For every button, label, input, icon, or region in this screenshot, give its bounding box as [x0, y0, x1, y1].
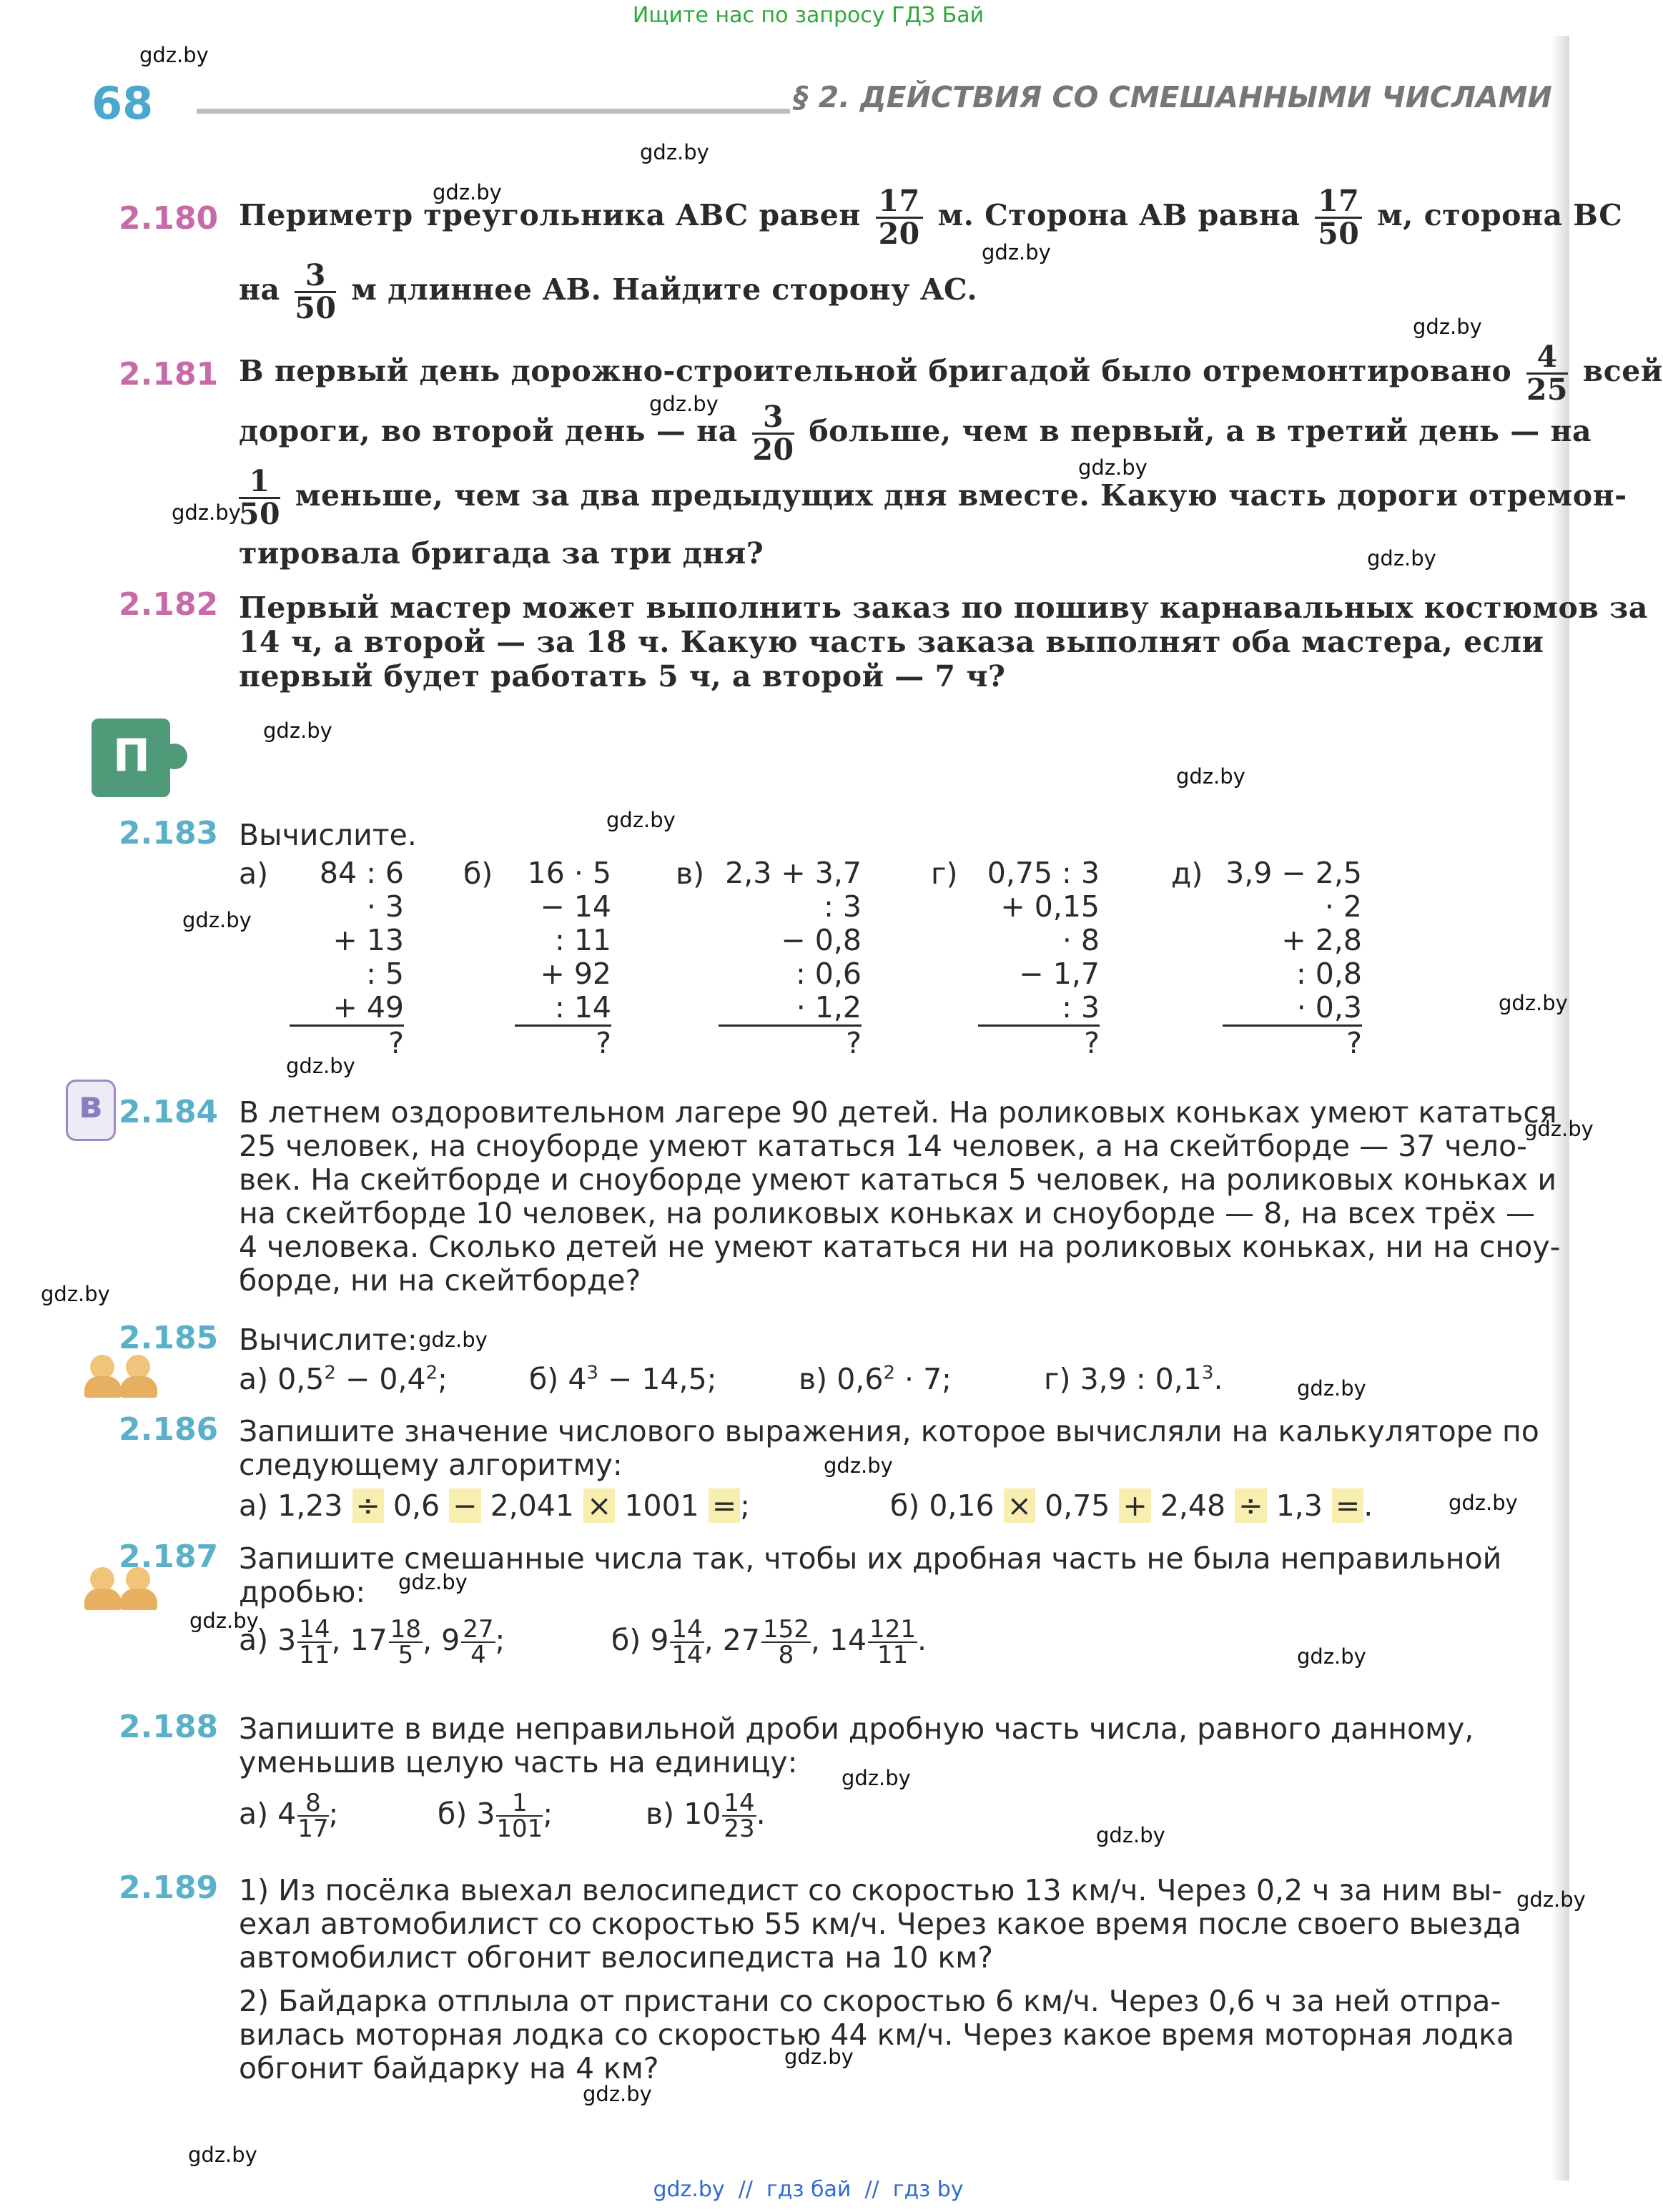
problem-number-2-180: 2.180 — [119, 200, 219, 237]
watermark: gdz.by — [139, 43, 209, 67]
problem-2-181-line-3: $\frac{1}{50}$ меньше, чем за два предыдущих дня вместе. Какую часть дороги отремон- — [239, 464, 1627, 532]
watermark: gdz.by — [286, 1054, 355, 1078]
page-number: 68 — [92, 77, 154, 129]
problem-2-186-item-b: б) 0,16 × 0,75 + 2,48 ÷ 1,3 = . — [890, 1488, 1373, 1523]
watermark: gdz.by — [1449, 1491, 1518, 1515]
tag-p-letter: П — [113, 729, 150, 781]
problem-number-2-183: 2.183 — [119, 815, 219, 851]
watermark: gdz.by — [606, 808, 676, 832]
fraction: $\frac{1}{50}$ — [239, 464, 281, 532]
col-label: в) — [676, 856, 705, 891]
watermark: gdz.by — [640, 140, 709, 164]
computation-column-b: 16 · 5 − 14 : 11 + 92 : 14 ? — [515, 856, 611, 1060]
watermark: gdz.by — [418, 1328, 488, 1352]
problem-2-185-item-g: г) 3,9 : $0,1^3$. — [1044, 1362, 1223, 1396]
watermark: gdz.by — [1297, 1376, 1366, 1401]
problem-2-185-item-v: в) $0,6^2 \cdot 7$; — [799, 1362, 952, 1396]
problem-2-184-line: борде, ни на скейтборде? — [239, 1263, 641, 1298]
problem-2-188-item-b: б) 3 $\frac{1}{101}$ ; — [438, 1789, 553, 1843]
problem-number-2-188: 2.188 — [119, 1709, 219, 1745]
tag-v-letter: в — [79, 1084, 102, 1127]
watermark: gdz.by — [189, 1609, 259, 1633]
problem-2-189-line: обгонит байдарку на 4 км? — [239, 2051, 659, 2085]
problem-2-181-line-1: В первый день дорожно-строительной бригадой было отремонтировано $\frac{4}{25}$ всей — [239, 340, 1663, 408]
problem-2-184-line: В летнем оздоровительном лагере 90 детей. На роликовых коньках умеют кататься — [239, 1095, 1557, 1130]
watermark: gdz.by — [188, 2143, 257, 2167]
problem-2-188-line-2: уменьшив целую часть на единицу: — [239, 1745, 798, 1779]
watermark: gdz.by — [982, 240, 1051, 265]
problem-number-2-189: 2.189 — [119, 1870, 219, 1906]
problem-2-188-item-a: а) 4 $\frac{8}{17}$ ; — [239, 1789, 339, 1843]
header-rule — [197, 109, 790, 114]
problem-2-188-item-v: в) 10 $\frac{14}{23}$ . — [646, 1789, 766, 1843]
watermark: gdz.by — [182, 908, 252, 932]
problem-2-185-item-a: а) $0,5^2 - 0,4^2$; — [239, 1362, 448, 1396]
problem-2-189-line: 2) Байдарка отплыла от пристани со скоростью 6 км/ч. Через 0,6 ч за ней отпра- — [239, 1984, 1501, 2018]
watermark: gdz.by — [1524, 1117, 1594, 1141]
problem-number-2-181: 2.181 — [119, 356, 219, 392]
watermark: gdz.by — [263, 719, 332, 743]
problem-2-189-line: ехал автомобилист со скоростью 55 км/ч. Через какое время после своего выезда — [239, 1907, 1521, 1941]
watermark: gdz.by — [398, 1570, 468, 1594]
problem-2-184-line: 25 человек, на сноуборде умеют кататься 14 человек, а на скейтборде — 37 чело- — [239, 1129, 1527, 1163]
problem-2-183-text: Вычислите. — [239, 818, 417, 852]
pair-work-icon — [84, 1355, 163, 1398]
watermark: gdz.by — [1516, 1887, 1586, 1912]
watermark: gdz.by — [1413, 315, 1482, 339]
col-label: а) — [239, 856, 269, 891]
problem-2-187-line-1: Запишите смешанные числа так, чтобы их дробная часть не была неправильной — [239, 1541, 1502, 1576]
section-title: § 2. ДЕЙСТВИЯ СО СМЕШАННЫМИ ЧИСЛАМИ — [794, 80, 1552, 114]
fraction: $\frac{4}{25}$ — [1526, 340, 1569, 408]
top-banner[interactable]: Ищите нас по запросу ГДЗ Бай — [632, 3, 985, 28]
problem-2-184-line: на скейтборде 10 человек, на роликовых коньках и сноуборде — 8, на всех трёх — — [239, 1196, 1535, 1230]
problem-2-180-line-1: Периметр треугольника ABC равен $\frac{17}{20}$ м. Сторона AB равна $\frac{17}{50}$ м, сторона BC — [239, 184, 1623, 252]
problem-2-182-line-3: первый будет работать 5 ч, а второй — 7 ч? — [239, 659, 1006, 693]
watermark: gdz.by — [1297, 1644, 1366, 1669]
problem-2-189-line: автомобилист обгонит велосипедиста на 10 км? — [239, 1940, 993, 1975]
problem-2-185-text: Вычислите: — [239, 1323, 418, 1357]
problem-2-186-item-a: а) 1,23 ÷ 0,6 − 2,041 × 1001 = ; — [239, 1488, 750, 1523]
watermark: gdz.by — [784, 2045, 854, 2069]
problem-2-182-line-1: Первый мастер может выполнить заказ по пошиву карнавальных костюмов за — [239, 591, 1648, 625]
problem-2-181-line-2: дороги, во второй день — на $\frac{3}{20}$ больше, чем в первый, а в третий день — на — [239, 400, 1592, 468]
watermark: gdz.by — [41, 1282, 110, 1306]
problem-number-2-187: 2.187 — [119, 1539, 219, 1575]
col-label: б) — [463, 856, 493, 891]
watermark: gdz.by — [824, 1453, 893, 1478]
col-label: г) — [931, 856, 958, 891]
watermark: gdz.by — [1367, 546, 1436, 571]
watermark: gdz.by — [649, 392, 719, 416]
watermark: gdz.by — [583, 2082, 652, 2106]
problem-2-186-line-1: Запишите значение числового выражения, которое вычисляли на калькуляторе по — [239, 1414, 1539, 1448]
problem-2-188-line-1: Запишите в виде неправильной дроби дробную часть числа, равного данному, — [239, 1712, 1474, 1746]
problem-2-187-item-b: б) 9 $\frac{14}{14}$ , 27 $\frac{152}{8}$ , 14 $\frac{121}{11}$ . — [611, 1615, 927, 1669]
problem-2-180-line-2: на $\frac{3}{50}$ м длиннее AB. Найдите сторону AC. — [239, 258, 978, 326]
computation-column-v: 2,3 + 3,7 : 3 − 0,8 : 0,6 · 1,2 ? — [719, 856, 862, 1060]
watermark: gdz.by — [433, 180, 502, 204]
computation-column-g: 0,75 : 3 + 0,15 · 8 − 1,7 : 3 ? — [978, 856, 1100, 1060]
tag-p-puzzle-notch — [162, 744, 187, 769]
problem-2-187-item-a: а) 3 $\frac{14}{11}$ , 17 $\frac{18}{5}$ , 9 $\frac{27}{4}$ ; — [239, 1615, 505, 1669]
watermark: gdz.by — [172, 500, 241, 525]
problem-2-181-line-4: тировала бригада за три дня? — [239, 536, 764, 571]
problem-number-2-184: 2.184 — [119, 1094, 219, 1130]
problem-2-182-line-2: 14 ч, а второй — за 18 ч. Какую часть заказа выполнят оба мастера, если — [239, 625, 1544, 659]
corner-grid-bottom — [0, 2030, 150, 2173]
computation-column-d: 3,9 − 2,5 · 2 + 2,8 : 0,8 · 0,3 ? — [1223, 856, 1362, 1060]
problem-2-187-line-2: дробью: — [239, 1575, 366, 1609]
fraction: $\frac{3}{20}$ — [752, 400, 794, 468]
problem-number-2-182: 2.182 — [119, 586, 219, 623]
fraction: $\frac{17}{50}$ — [1315, 186, 1362, 250]
problem-number-2-185: 2.185 — [119, 1320, 219, 1356]
problem-2-184-line: 4 человека. Сколько детей не умеют кататься ни на роликовых коньках, ни на сноу- — [239, 1230, 1561, 1264]
watermark: gdz.by — [1499, 991, 1568, 1015]
problem-2-189-line: 1) Из посёлка выехал велосипедист со скоростью 13 км/ч. Через 0,2 ч за ним вы- — [239, 1873, 1503, 1907]
watermark: gdz.by — [1176, 764, 1245, 789]
problem-number-2-186: 2.186 — [119, 1411, 219, 1448]
watermark: gdz.by — [1096, 1823, 1165, 1847]
problem-2-186-line-2: следующему алгоритму: — [239, 1448, 623, 1482]
watermark: gdz.by — [1078, 455, 1148, 480]
problem-2-185-item-b: б) $4^3 - 14,5$; — [529, 1362, 717, 1396]
footer-links[interactable]: gdz.by // гдз бай // гдз by — [653, 2177, 964, 2202]
problem-2-184-line: век. На скейтборде и сноуборде умеют кататься 5 человек, на роликовых коньках и — [239, 1162, 1556, 1197]
computation-column-a: 84 : 6 · 3 + 13 : 5 + 49 ? — [290, 856, 404, 1060]
watermark: gdz.by — [842, 1766, 911, 1790]
col-label: д) — [1171, 856, 1203, 891]
problem-2-189-line: вилась моторная лодка со скоростью 44 км/ч. Через какое время моторная лодка — [239, 2018, 1514, 2052]
fraction: $\frac{17}{20}$ — [876, 186, 923, 250]
fraction: $\frac{3}{50}$ — [295, 258, 337, 326]
